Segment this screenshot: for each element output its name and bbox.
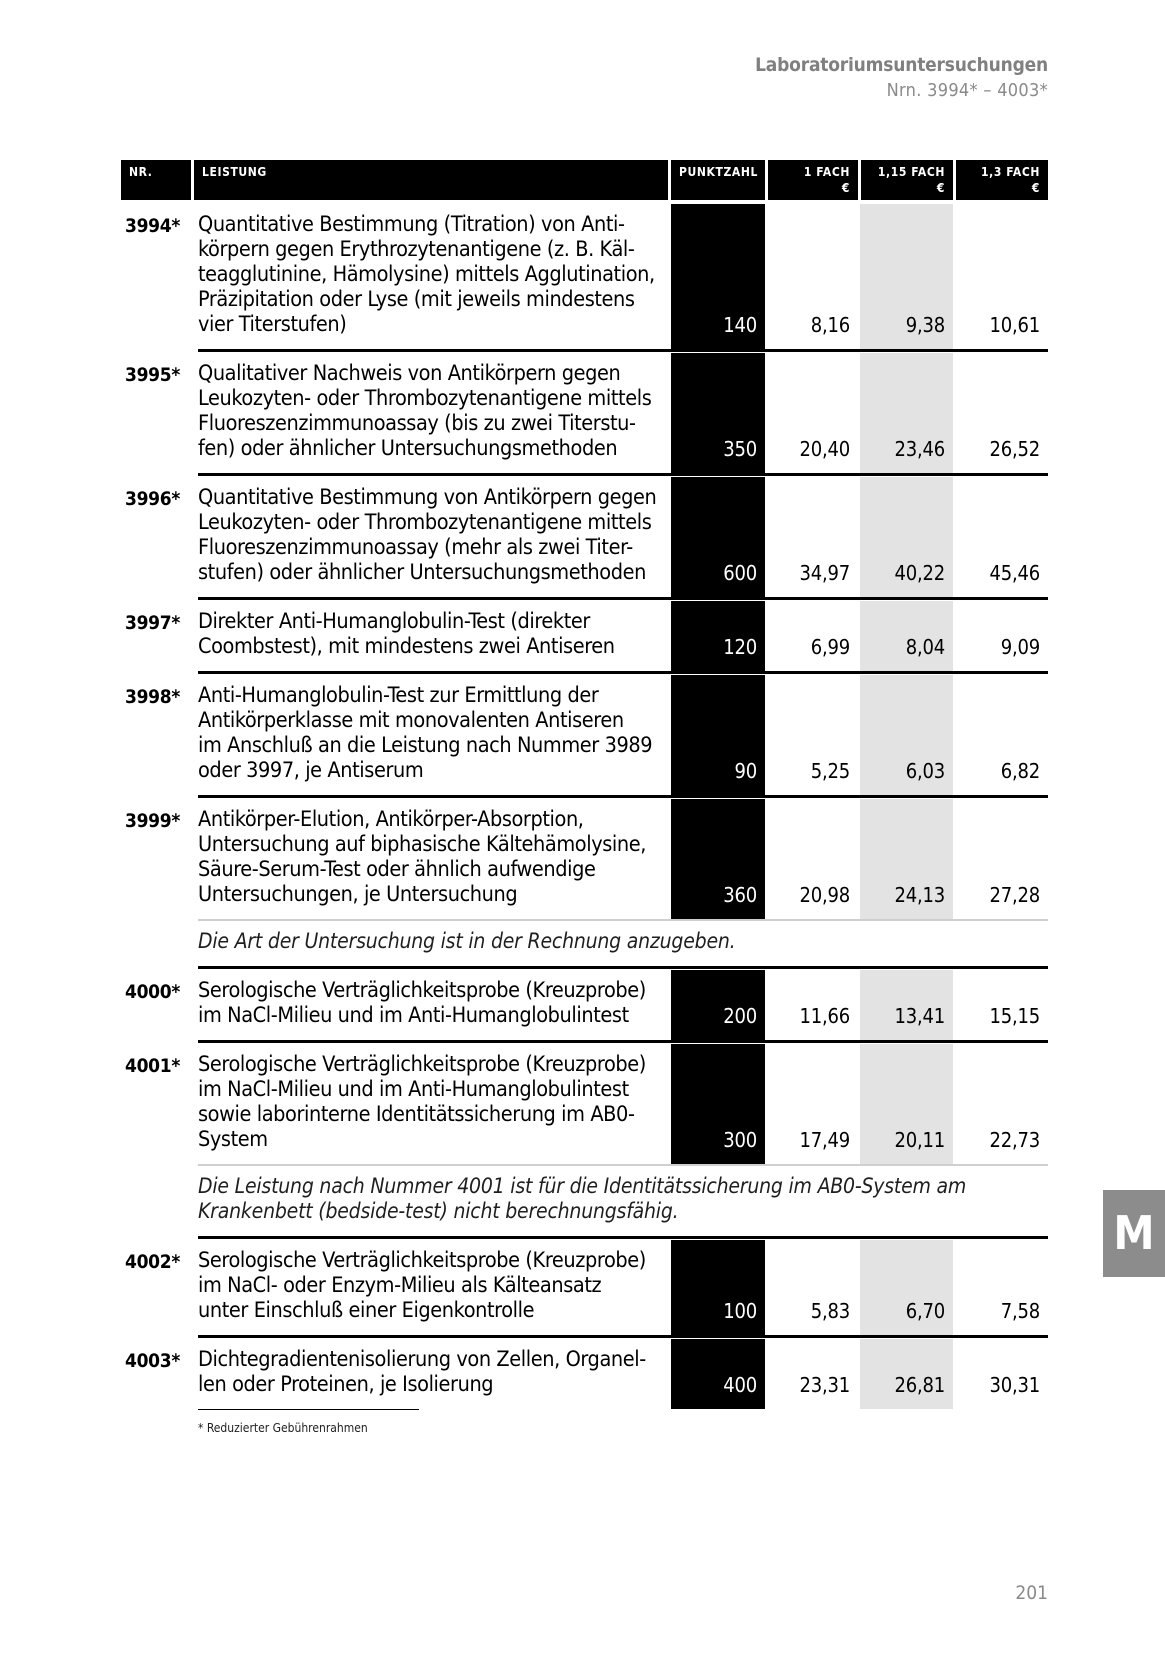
description-line: Quantitative Bestimmung (Titration) von Anti- (198, 212, 625, 237)
row-divider (198, 597, 1048, 600)
description-line: Quantitative Bestimmung von Antikörpern gegen (198, 485, 657, 510)
description-line: Qualitativer Nachweis von Antikörpern gegen (198, 361, 621, 386)
description-line: Präzipitation oder Lyse (mit jeweils mindestens (198, 287, 635, 312)
row-description (198, 1052, 668, 1152)
row-description (198, 807, 668, 907)
description-line: unter Einschluß einer Eigenkontrolle (198, 1298, 535, 1323)
fach1-value: 17,49 (799, 1128, 850, 1152)
col-header-nr: NR. (121, 160, 191, 200)
description-line: sowie laborinterne Identitätssicherung im AB0- (198, 1102, 635, 1127)
fach13-value: 26,52 (989, 437, 1040, 461)
row-number: 4003* (125, 1350, 181, 1372)
col-header-leistung: LEISTUNG (194, 160, 668, 200)
description-line: Untersuchungen, je Untersuchung (198, 882, 518, 907)
row-divider (198, 349, 1048, 352)
description-line: Anti-Humanglobulin-Test zur Ermittlung der (198, 683, 599, 708)
fach13-value: 30,31 (989, 1373, 1040, 1397)
punktzahl-value: 350 (723, 437, 757, 461)
description-line: len oder Proteinen, je Isolierung (198, 1372, 494, 1397)
row-divider (198, 966, 1048, 969)
col-header-fach13 (956, 160, 1048, 200)
description-line: fen) oder ähnlicher Untersuchungsmethoden (198, 436, 618, 461)
fach13-value: 7,58 (1000, 1299, 1040, 1323)
fach13-value: 6,82 (1000, 759, 1040, 783)
description-line: im Anschluß an die Leistung nach Nummer 3989 (198, 733, 653, 758)
row-divider-light (198, 919, 1048, 921)
fach1-value: 5,83 (810, 1299, 850, 1323)
page-number: 201 (1015, 1582, 1048, 1604)
row-description (198, 1248, 668, 1323)
punktzahl-value: 200 (723, 1004, 757, 1028)
fach13-value: 22,73 (989, 1128, 1040, 1152)
col-header-fach1-label: 1 FACH (803, 165, 850, 179)
description-line: Antikörperklasse mit monovalenten Antiseren (198, 708, 624, 733)
description-line: oder 3997, je Antiserum (198, 758, 424, 783)
description-line: Serologische Verträglichkeitsprobe (Kreuzprobe) (198, 1248, 646, 1273)
description-line: Direkter Anti-Humanglobulin-Test (direkter (198, 609, 590, 634)
fach115-value: 6,70 (905, 1299, 945, 1323)
description-line: Dichtegradientenisolierung von Zellen, Organel- (198, 1347, 646, 1372)
fach115-value: 9,38 (905, 313, 945, 337)
note-line: Krankenbett (bedside-test) nicht berechnungsfähig. (198, 1199, 679, 1223)
row-divider (198, 671, 1048, 674)
fach1-value: 6,99 (810, 635, 850, 659)
description-line: stufen) oder ähnlicher Untersuchungsmethoden (198, 560, 646, 585)
fach1-value: 20,40 (799, 437, 850, 461)
punktzahl-value: 90 (734, 759, 757, 783)
row-divider-light (198, 1164, 1048, 1166)
col-header-fach13-label: 1,3 FACH (981, 165, 1040, 179)
description-line: körpern gegen Erythrozytenantigene (z. B. Käl- (198, 237, 635, 262)
description-line: teagglutinine, Hämolysine) mittels Agglutination, (198, 262, 655, 287)
row-divider (198, 473, 1048, 476)
description-line: im NaCl- oder Enzym-Milieu als Kälteansatz (198, 1273, 602, 1298)
row-number: 4002* (125, 1251, 181, 1273)
fach115-value: 26,81 (894, 1373, 945, 1397)
punktzahl-value: 100 (723, 1299, 757, 1323)
fach115-value: 6,03 (905, 759, 945, 783)
fach115-value: 24,13 (894, 883, 945, 907)
note-line: Die Art der Untersuchung ist in der Rechnung anzugeben. (198, 929, 736, 953)
running-header-title: Laboratoriumsuntersuchungen (755, 54, 1048, 76)
col-header-punktzahl: PUNKTZAHL (671, 160, 765, 200)
footnote: * Reduzierter Gebührenrahmen (198, 1421, 368, 1435)
description-line: im NaCl-Milieu und im Anti-Humanglobulintest (198, 1003, 629, 1028)
description-line: Antikörper-Elution, Antikörper-Absorption, (198, 807, 584, 832)
row-divider (198, 1335, 1048, 1338)
row-number: 3998* (125, 686, 181, 708)
fach115-value: 13,41 (894, 1004, 945, 1028)
row-number: 3994* (125, 215, 181, 237)
punktzahl-value: 120 (723, 635, 757, 659)
col-header-fach115 (861, 160, 953, 200)
fach1-value: 5,25 (810, 759, 850, 783)
row-divider (198, 1236, 1048, 1239)
description-line: System (198, 1127, 268, 1152)
row-note (198, 929, 1038, 954)
row-description (198, 212, 668, 337)
row-number: 3996* (125, 488, 181, 510)
row-description (198, 683, 668, 783)
note-line: Die Leistung nach Nummer 4001 ist für die Identitätssicherung im AB0-System am (198, 1174, 967, 1198)
fach13-value: 9,09 (1000, 635, 1040, 659)
row-number: 3995* (125, 364, 181, 386)
col-header-fach1 (768, 160, 858, 200)
description-line: Fluoreszenzimmunoassay (mehr als zwei Titer- (198, 535, 633, 560)
punktzahl-value: 400 (723, 1373, 757, 1397)
description-line: Coombstest), mit mindestens zwei Antiseren (198, 634, 615, 659)
fach1-value: 34,97 (799, 561, 850, 585)
fee-table (121, 160, 1048, 1402)
row-description (198, 1347, 668, 1397)
description-line: Fluoreszenzimmunoassay (bis zu zwei Titerstu- (198, 411, 636, 436)
fach1-value: 23,31 (799, 1373, 850, 1397)
fach115-value: 23,46 (894, 437, 945, 461)
row-divider (198, 1040, 1048, 1043)
punktzahl-value: 300 (723, 1128, 757, 1152)
punktzahl-value: 600 (723, 561, 757, 585)
description-line: Leukozyten- oder Thrombozytenantigene mittels (198, 510, 652, 535)
description-line: Säure-Serum-Test oder ähnlich aufwendige (198, 857, 596, 882)
fach13-value: 27,28 (989, 883, 1040, 907)
row-description (198, 978, 668, 1028)
punktzahl-value: 360 (723, 883, 757, 907)
chapter-tab: M (1103, 1190, 1165, 1277)
running-header-subtitle: Nrn. 3994* – 4003* (886, 80, 1048, 101)
fach1-value: 20,98 (799, 883, 850, 907)
fach1-value: 8,16 (810, 313, 850, 337)
row-number: 3999* (125, 810, 181, 832)
row-divider (198, 795, 1048, 798)
description-line: Leukozyten- oder Thrombozytenantigene mittels (198, 386, 652, 411)
row-description (198, 361, 668, 461)
description-line: Serologische Verträglichkeitsprobe (Kreuzprobe) (198, 1052, 646, 1077)
row-number: 3997* (125, 612, 181, 634)
fach115-value: 8,04 (905, 635, 945, 659)
col-header-fach115-label: 1,15 FACH (877, 165, 945, 179)
row-description (198, 485, 668, 585)
fach115-value: 20,11 (894, 1128, 945, 1152)
punktzahl-value: 140 (723, 313, 757, 337)
description-line: Untersuchung auf biphasische Kältehämolysine, (198, 832, 647, 857)
row-number: 4000* (125, 981, 181, 1003)
fach1-value: 11,66 (799, 1004, 850, 1028)
col-header-fach115-currency: € (936, 181, 945, 195)
footnote-divider (198, 1409, 419, 1410)
description-line: Serologische Verträglichkeitsprobe (Kreuzprobe) (198, 978, 646, 1003)
fach13-value: 15,15 (989, 1004, 1040, 1028)
description-line: im NaCl-Milieu und im Anti-Humanglobulintest (198, 1077, 629, 1102)
fach115-value: 40,22 (894, 561, 945, 585)
row-description (198, 609, 668, 659)
fach13-value: 45,46 (989, 561, 1040, 585)
row-note (198, 1174, 1038, 1224)
row-number: 4001* (125, 1055, 181, 1077)
col-header-fach1-currency: € (841, 181, 850, 195)
fach13-value: 10,61 (989, 313, 1040, 337)
description-line: vier Titerstufen) (198, 312, 347, 337)
col-header-fach13-currency: € (1031, 181, 1040, 195)
